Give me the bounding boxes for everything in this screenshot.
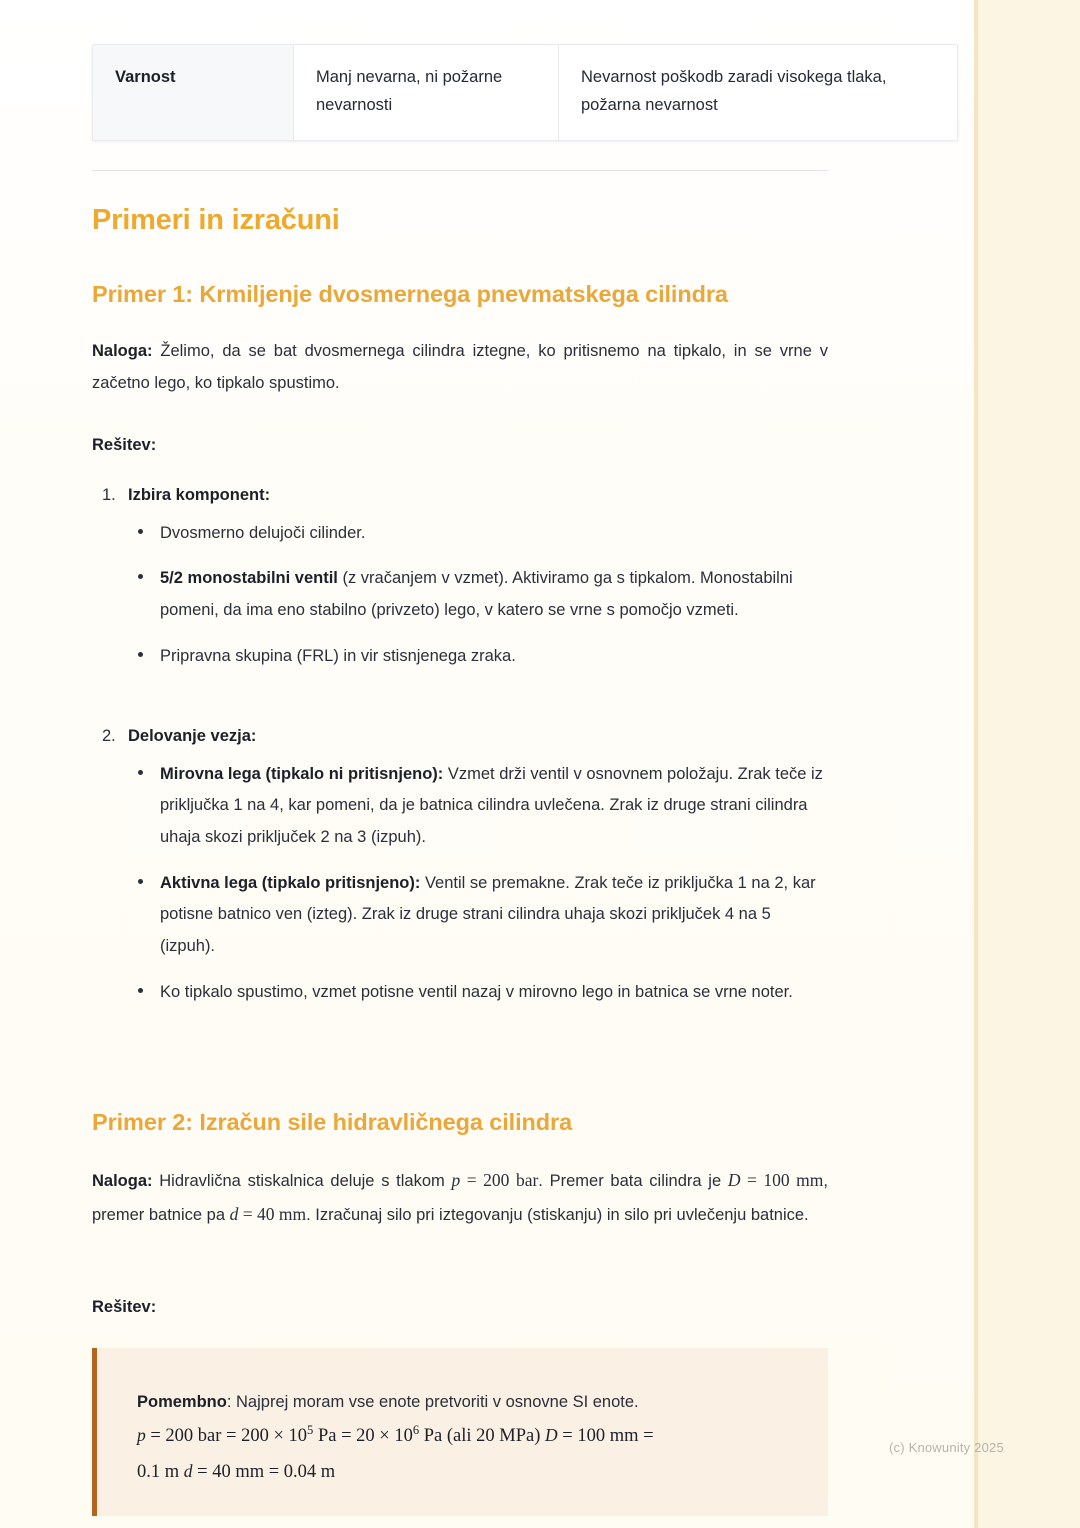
task-text-part-3: , premer batnice pa bbox=[92, 1172, 828, 1224]
list-item bbox=[138, 868, 828, 963]
right-side-panel-edge bbox=[974, 0, 978, 1528]
example-1-title: Primer 1: Krmiljenje dvosmernega pnevmatskega cilindra bbox=[92, 281, 728, 307]
list-item bbox=[138, 563, 828, 626]
bullet-dot-icon bbox=[138, 529, 143, 534]
bullet-bold-lead: Aktivna lega (tipkalo pritisnjeno): bbox=[160, 873, 421, 892]
list-item bbox=[138, 641, 828, 673]
math-exponent-5: 5 bbox=[307, 1423, 314, 1438]
list-item bbox=[138, 977, 828, 1009]
task-text-part-1: Hidravlična stiskalnica deluje s tlakom bbox=[152, 1172, 452, 1190]
callout-intro-text: : Najprej moram vse enote pretvoriti v osnovne SI enote. bbox=[226, 1393, 639, 1411]
math-value-D: = 100 bbox=[740, 1170, 790, 1190]
list-item bbox=[138, 518, 828, 550]
bullet-dot-icon bbox=[138, 770, 143, 775]
task-text-part-4: . Izračunaj silo pri iztegovanju (stiskanju) in silo pri uvlečenju batnice. bbox=[306, 1205, 809, 1224]
task-text-part-2: . Premer bata cilindra je bbox=[538, 1172, 728, 1190]
math-bore-diameter bbox=[728, 1172, 790, 1190]
math-conv-b: Pa = 20 × 10 bbox=[313, 1426, 413, 1447]
math-value-p: = 200 bbox=[460, 1170, 510, 1190]
math-symbol-d: d bbox=[229, 1203, 239, 1224]
bullet-text: Vzmet drži ventil v osnovnem položaju. Zrak teče iz priključka 1 na 4, kar pomeni, da je batnica cilindra uvlečena. Zrak iz druge strani cilindra uhaja skozi priključek 2 na 3 (izpuh). bbox=[160, 764, 823, 847]
watermark: (c) Knowunity 2025 bbox=[889, 1440, 1004, 1455]
math-conv-e: 0.1 m bbox=[137, 1462, 184, 1483]
math-conv-c: Pa (ali 20 MPa) bbox=[419, 1426, 546, 1447]
step-1-heading: Izbira komponent: bbox=[128, 486, 271, 504]
table-body bbox=[93, 45, 958, 141]
example-2-solution-label bbox=[92, 1292, 828, 1324]
math-exponent-6: 6 bbox=[412, 1423, 420, 1438]
list-item bbox=[138, 759, 828, 854]
step-2-heading: Delovanje vezja: bbox=[128, 727, 257, 745]
step-2-marker: 2. bbox=[102, 727, 116, 745]
example-1-task-paragraph bbox=[92, 336, 828, 399]
callout-bold-label: Pomembno bbox=[137, 1393, 227, 1411]
comparison-table bbox=[92, 44, 958, 141]
bullet-dot-icon bbox=[138, 879, 143, 884]
right-side-panel bbox=[978, 0, 1080, 1528]
table-cell-pneumatics: Manj nevarna, ni požarne nevarnosti bbox=[294, 45, 559, 141]
math-symbol-d: d bbox=[183, 1461, 193, 1482]
bullet-dot-icon bbox=[138, 988, 143, 993]
bullet-text: Ko tipkalo spustimo, vzmet potisne ventil nazaj v mirovno lego in batnica se vrne noter. bbox=[160, 982, 793, 1001]
solution-label: Rešitev: bbox=[92, 1298, 157, 1316]
example-1-solution-label bbox=[92, 430, 828, 462]
task-label: Naloga: bbox=[92, 1172, 153, 1190]
math-value-d: = 40 bbox=[238, 1203, 275, 1224]
bullet-text: Dvosmerno delujoči cilinder. bbox=[160, 523, 366, 542]
callout-math-line-2 bbox=[137, 1454, 794, 1490]
bullet-bold-lead: 5/2 monostabilni ventil bbox=[160, 569, 338, 588]
example-1-step-2 bbox=[92, 721, 828, 1008]
unit-mm-D: mm bbox=[789, 1170, 824, 1190]
solution-label: Rešitev: bbox=[92, 436, 157, 454]
table-cell-hydraulics: Nevarnost poškodb zaradi visokega tlaka, požarna nevarnost bbox=[559, 45, 958, 141]
task-label: Naloga: bbox=[92, 342, 153, 360]
step-2-heading-row bbox=[92, 721, 828, 753]
step-1-bullet-list bbox=[92, 518, 828, 673]
bullet-text: Ventil se premakne. Zrak teče iz priključka 1 na 2, kar potisne batnico ven (izteg). Zrak iz druge strani cilindra uhaja skozi priključek 4 na 5 (izpuh). bbox=[160, 873, 816, 956]
math-pressure bbox=[452, 1172, 510, 1190]
unit-mm-d: mm bbox=[274, 1203, 307, 1224]
math-symbol-p: p bbox=[451, 1170, 461, 1190]
math-rod-diameter bbox=[229, 1203, 275, 1224]
step-1-heading-row bbox=[92, 480, 828, 512]
math-symbol-D: D bbox=[545, 1425, 558, 1446]
bullet-text: (z vračanjem v vzmet). Aktiviramo ga s tipkalom. Monostabilni pomeni, da ima eno stabilno (privzeto) lego, v katero se vrne s pomočjo vzmeti. bbox=[160, 569, 793, 620]
math-symbol-D: D bbox=[727, 1170, 741, 1190]
callout-intro-line bbox=[137, 1386, 794, 1418]
example-2-title: Primer 2: Izračun sile hidravličnega cilindra bbox=[92, 1109, 573, 1135]
math-symbol-p: p bbox=[137, 1425, 146, 1446]
example-2-task-paragraph bbox=[92, 1164, 828, 1231]
bullet-text: Pripravna skupina (FRL) in vir stisnjenega zraka. bbox=[160, 646, 516, 665]
math-conv-a: = 200 bar = 200 × 10 bbox=[145, 1426, 308, 1447]
section-divider bbox=[92, 170, 828, 171]
step-2-bullet-list bbox=[92, 759, 828, 1009]
table-row bbox=[93, 45, 958, 141]
step-1-marker: 1. bbox=[102, 486, 116, 504]
math-conv-f: = 40 mm = 0.04 m bbox=[192, 1462, 336, 1483]
bullet-dot-icon bbox=[138, 574, 143, 579]
math-conv-d: = 100 mm = bbox=[557, 1426, 654, 1447]
bullet-bold-lead: Mirovna lega (tipkalo ni pritisnjeno): bbox=[160, 764, 444, 783]
example-1-step-1 bbox=[92, 480, 828, 672]
task-text: Želimo, da se bat dvosmernega cilindra iztegne, ko pritisnemo na tipkalo, in se vrne v začetno lego, ko tipkalo spustimo. bbox=[92, 342, 828, 392]
callout-math-line-1 bbox=[137, 1418, 794, 1454]
important-callout bbox=[92, 1348, 828, 1516]
section-title: Primeri in izračuni bbox=[92, 204, 340, 236]
table-cell-label: Varnost bbox=[93, 45, 294, 141]
bullet-dot-icon bbox=[138, 652, 143, 657]
unit-bar: bar bbox=[509, 1170, 539, 1190]
